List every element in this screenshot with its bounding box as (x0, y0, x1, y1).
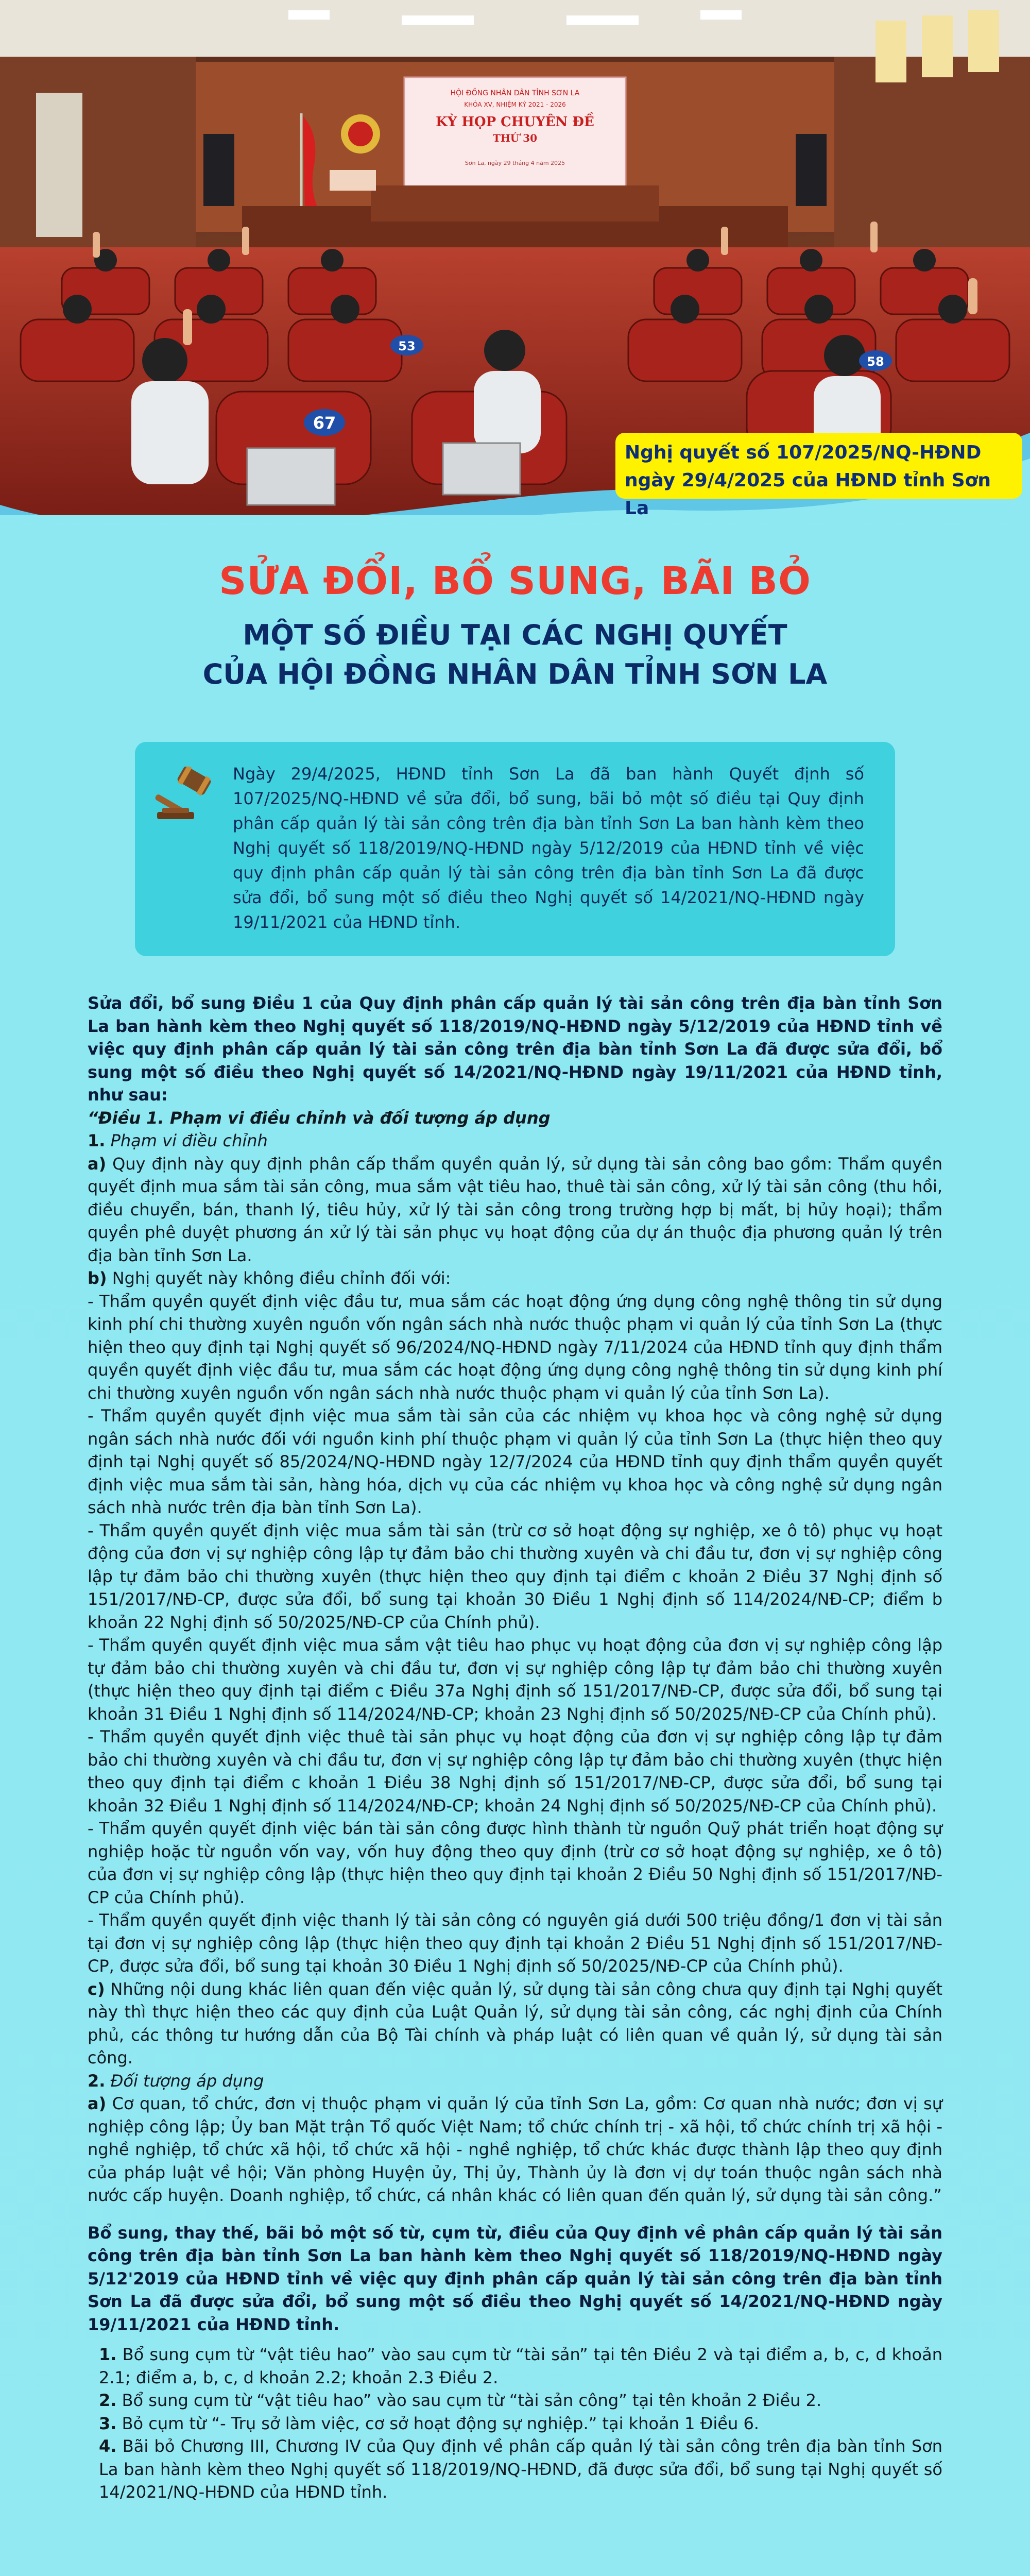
banner-line4: THỨ 30 (492, 132, 538, 144)
clause-b-item: - Thẩm quyền quyết định việc mua sắm tài sản (trừ cơ sở hoạt động sự nghiệp, xe ô tô) phục vụ hoạt động của đơn vị sự nghiệp công lập tự đảm bảo chi thường xuyên và chi đầu tư, đơn vị sự nghiệp công lập tự đảm bảo chi thường xuyên (thực hiện theo quy định tại điểm c khoản 2 Điều 37 Nghị định số 151/2017/NĐ-CP, được sửa đổi, bổ sung tại khoản 30 Điều 1 Nghị định số 114/2024/NĐ-CP; điểm b khoản 22 Nghị định số 50/2025/NĐ-CP của Chính phủ). (88, 1520, 942, 1632)
banner-line2: KHÓA XV, NHIỆM KỲ 2021 - 2026 (464, 101, 566, 108)
clause-b-item: - Thẩm quyền quyết định việc mua sắm tài sản của các nhiệm vụ khoa học và công nghệ sử dụng ngân sách nhà nước đối với nguồn kinh phí thuộc phạm vi quản lý của tỉnh Sơn La (thực hiện theo quy định tại Nghị quyết số 85/2024/NQ-HĐND ngày 12/7/2024 của HĐND tỉnh quy định thẩm quyền quyết định việc mua sắm tài sản, hàng hóa, dịch vụ của các nhiệm vụ khoa học và công nghệ sử dụng ngân sách nhà nước trên địa bàn tỉnh Sơn La). (88, 1406, 942, 1517)
item2-heading: 2. Đối tượng áp dụng (88, 2071, 264, 2091)
banner-line3: KỲ HỌP CHUYÊN ĐỀ (436, 114, 594, 130)
item1-heading: 1. Phạm vi điều chỉnh (88, 1131, 268, 1150)
seat-number-53: 53 (398, 339, 416, 353)
seat-number-67: 67 (313, 413, 336, 433)
banner-line1: HỘI ĐỒNG NHÂN DÂN TỈNH SƠN LA (450, 89, 580, 97)
section2-lead: Bổ sung, thay thế, bãi bỏ một số từ, cụm từ, điều của Quy định về phân cấp quản lý tài sản công trên địa bàn tỉnh Sơn La ban hành kèm theo Nghị quyết số 118/2019/NQ-HĐND ngày 5/12'2019 của HĐND tỉnh về việc quy định phân cấp quản lý tài sản công trên địa bàn tỉnh Sơn La đã được sửa đổi, bổ sung một số điều theo Nghị quyết số 14/2021/NQ-HĐND ngày 19/11/2021 của HĐND tỉnh. (88, 2223, 942, 2334)
sub-title-line1: MỘT SỐ ĐIỀU TẠI CÁC NGHỊ QUYẾT (243, 619, 787, 651)
clause-b-item: - Thẩm quyền quyết định việc bán tài sản công được hình thành từ nguồn Quỹ phát triển hoạt động sự nghiệp hoặc từ nguồn vốn vay, vốn huy động theo quy định (trừ cơ sở hoạt động sự nghiệp, xe ô tô) của đơn vị sự nghiệp công lập (thực hiện theo quy định tại khoản 2 Điều 50 Nghị định số 151/2017/NĐ-CP của Chính phủ). (88, 1819, 942, 1907)
gavel-icon (153, 767, 220, 823)
amendment-list (88, 2343, 942, 2504)
banner-line5: Sơn La, ngày 29 tháng 4 năm 2025 (465, 160, 565, 166)
seat-number-58: 58 (867, 354, 884, 369)
list-item: 2. Bổ sung cụm từ “vật tiêu hao” vào sau cụm từ “tài sản công” tại tên khoản 2 Điều 2. (99, 2391, 822, 2410)
clause-b-item: - Thẩm quyền quyết định việc đầu tư, mua sắm các hoạt động ứng dụng công nghệ thông tin sử dụng kinh phí chi thường xuyên nguồn vốn ngân sách nhà nước thuộc phạm vi quản lý của tỉnh Sơn La (thực hiện theo quy định tại Nghị quyết số 96/2024/NQ-HĐND ngày 7/11/2024 của HĐND tỉnh quy định thẩm quyền quyết định việc đầu tư, mua sắm các hoạt động ứng dụng công nghệ thông tin sử dụng kinh phí chi thường xuyên nguồn vốn ngân sách nhà nước thuộc phạm vi quản lý của tỉnh Sơn La). (88, 1291, 942, 1403)
clause-b-item: - Thẩm quyền quyết định việc thuê tài sản phục vụ hoạt động của đơn vị sự nghiệp công lập tự đảm bảo chi thường xuyên và chi đầu tư, đơn vị sự nghiệp công lập tự đảm bảo chi thường xuyên (thực hiện theo quy định tại điểm c khoản 1 Điều 38 Nghị định số 151/2017/NĐ-CP, được sửa đổi, bổ sung tại khoản 32 Điều 1 Nghị định số 114/2024/NĐ-CP; khoản 24 Nghị định số 50/2025/NĐ-CP của Chính phủ). (88, 1727, 942, 1816)
list-item: 1. Bổ sung cụm từ “vật tiêu hao” vào sau cụm từ “tài sản” tại tên Điều 2 và tại điểm a, b, c, d khoản 2.1; điểm a, b, c, d khoản 2.2; khoản 2.3 Điều 2. (99, 2345, 943, 2387)
intro-text: Ngày 29/4/2025, HĐND tỉnh Sơn La đã ban hành Quyết định số 107/2025/NQ-HĐND về sửa đổi, bổ sung, bãi bỏ một số điều tại Quy định phân cấp quản lý tài sản công trên địa bàn tỉnh Sơn La ban hành kèm theo Nghị quyết số 118/2019/NQ-HĐND ngày 5/12/2019 của HĐND tỉnh về việc quy định phân cấp quản lý tài sản công trên địa bàn tỉnh Sơn La đã được sửa đổi, bổ sung một số điều theo Nghị quyết số 14/2021/NQ-HĐND ngày 19/11/2021 của HĐND tỉnh. (233, 764, 864, 932)
section1-lead: Sửa đổi, bổ sung Điều 1 của Quy định phân cấp quản lý tài sản công trên địa bàn tỉnh Sơn La ban hành kèm theo Nghị quyết số 118/2019/NQ-HĐND ngày 5/12/2019 của HĐND tỉnh về việc quy định phân cấp quản lý tài sản công trên địa bàn tỉnh Sơn La đã được sửa đổi, bổ sung một số điều theo Nghị quyết số 14/2021/NQ-HĐND ngày 19/11/2021 của HĐND tỉnh, như sau: (88, 993, 942, 1105)
intro-box (135, 742, 895, 956)
clause-a: a) Quy định này quy định phân cấp thẩm quyền quản lý, sử dụng tài sản công bao gồm: Thẩm quyền quyết định mua sắm tài sản công, mua sắm vật tiêu hao, thuê tài sản công, xử lý tài sản công (thu hồi, điều chuyển, bán, thanh lý, tiêu hủy, xử lý tài sản công trong trường hợp bị mất, bị hủy hoại); thẩm quyền phê duyệt phương án xử lý tài sản phục vụ hoạt động của dự án thuộc địa phương quản lý trên địa bàn tỉnh Sơn La. (88, 1154, 943, 1265)
clause-c: c) Những nội dung khác liên quan đến việc quản lý, sử dụng tài sản công chưa quy định tại Nghị quyết này thì thực hiện theo các quy định của Luật Quản lý, sử dụng tài sản công, các nghị định của Chính phủ, các thông tư hướng dẫn của Bộ Tài chính và pháp luật có liên quan về quản lý, sử dụng tài sản công. (88, 1979, 943, 2067)
clause-2a: a) Cơ quan, tổ chức, đơn vị thuộc phạm vi quản lý của tỉnh Sơn La, gồm: Cơ quan nhà nước; đơn vị sự nghiệp công lập; Ủy ban Mặt trận Tổ quốc Việt Nam; tổ chức chính trị - xã hội, tổ chức chính trị xã hội - nghề nghiệp, tổ chức xã hội, tổ chức xã hội - nghề nghiệp, tổ chức khác được thành lập theo quy định của pháp luật về hội; Văn phòng Huyện ủy, Thị ủy, Thành ủy là đơn vị dự toán thuộc ngân sách nhà nước cấp huyện. Doanh nghiệp, tổ chức, cá nhân khác có liên quan đến quản lý, sử dụng tài sản công.” (88, 2094, 943, 2205)
article-title: “Điều 1. Phạm vi điều chỉnh và đối tượng áp dụng (88, 1108, 551, 1128)
sub-title (0, 616, 1030, 694)
badge-line2: ngày 29/4/2025 của HĐND tỉnh Sơn La (625, 470, 991, 519)
badge-line1: Nghị quyết số 107/2025/NQ-HĐND (625, 442, 982, 463)
list-item: 3. Bỏ cụm từ “- Trụ sở làm việc, cơ sở hoạt động sự nghiệp.” tại khoản 1 Điều 6. (99, 2413, 759, 2433)
clause-b-item: - Thẩm quyền quyết định việc mua sắm vật tiêu hao phục vụ hoạt động của đơn vị sự nghiệp công lập tự đảm bảo chi thường xuyên và chi đầu tư, đơn vị sự nghiệp công lập tự đảm bảo chi thường xuyên (thực hiện theo quy định tại điểm c Điều 37a Nghị định số 151/2017/NĐ-CP, được sửa đổi, bổ sung tại khoản 31 Điều 1 Nghị định số 114/2024/NĐ-CP; khoản 23 Nghị định số 50/2025/NĐ-CP của Chính phủ). (88, 1635, 942, 1724)
list-item: 4. Bãi bỏ Chương III, Chương IV của Quy định về phân cấp quản lý tài sản công trên địa bàn tỉnh Sơn La ban hành kèm theo Nghị quyết số 118/2019/NQ-HĐND, đã được sửa đổi, bổ sung tại Nghị quyết số 14/2021/NQ-HĐND của HĐND tỉnh. (99, 2436, 943, 2502)
sub-title-line2: CỦA HỘI ĐỒNG NHÂN DÂN TỈNH SƠN LA (202, 658, 828, 690)
clause-b: b) Nghị quyết này không điều chỉnh đối với: (88, 1268, 451, 1288)
clause-b-item: - Thẩm quyền quyết định việc thanh lý tài sản công có nguyên giá dưới 500 triệu đồng/1 đơn vị tài sản tại đơn vị sự nghiệp công lập (thực hiện theo quy định tại khoản 2 Điều 51 Nghị định số 151/2017/NĐ-CP, được sửa đổi, bổ sung tại khoản 30 Điều 1 Nghị định số 50/2025/NĐ-CP của Chính phủ). (88, 1910, 942, 1976)
resolution-badge (615, 433, 1022, 519)
main-title: SỬA ĐỔI, BỔ SUNG, BÃI BỎ (219, 559, 811, 603)
document-body (88, 992, 942, 2504)
